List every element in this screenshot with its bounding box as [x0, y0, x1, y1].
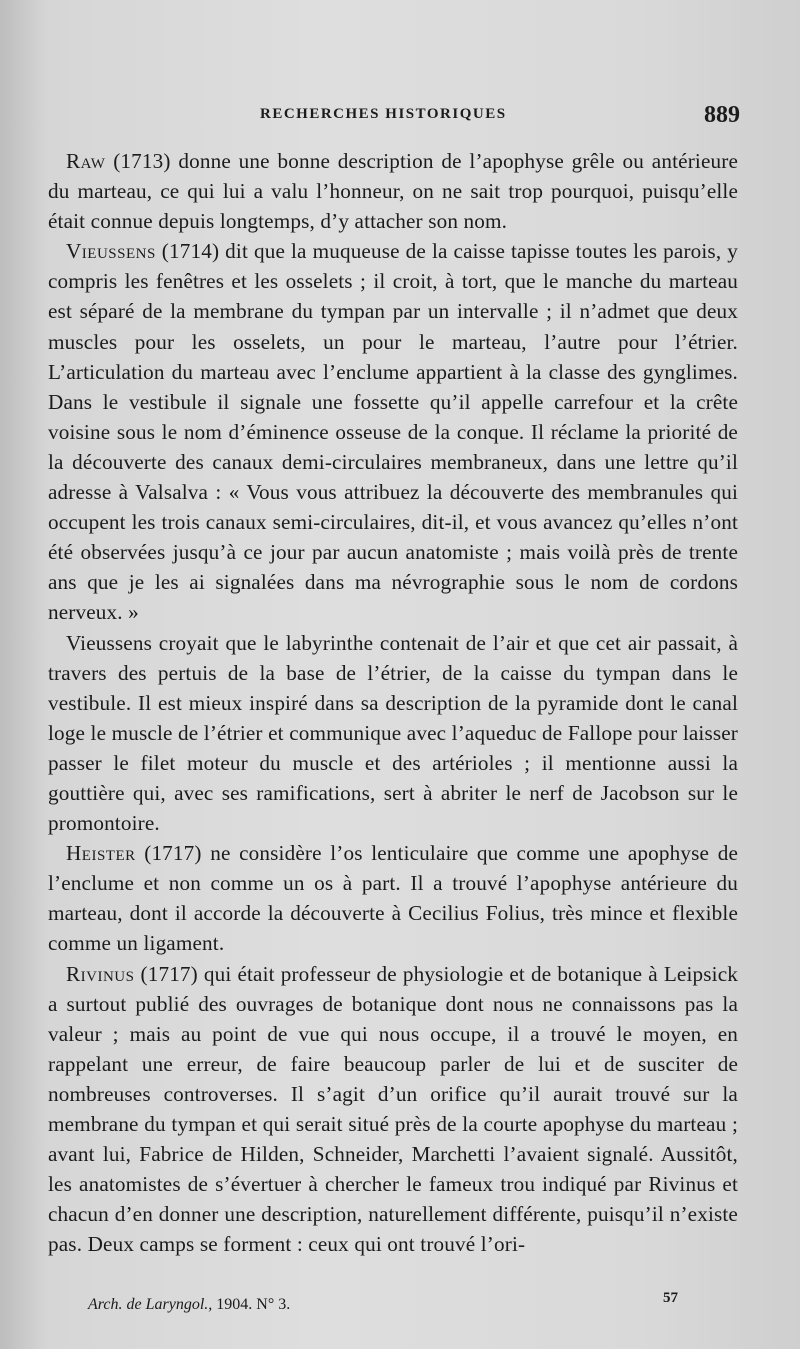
signature-mark: 57	[663, 1290, 678, 1306]
journal-citation	[88, 1296, 290, 1314]
author-name: Rivinus	[66, 961, 135, 986]
paragraph-vieussens	[48, 236, 738, 627]
running-title: RECHERCHES HISTORIQUES	[260, 106, 507, 122]
paragraph-raw	[48, 146, 738, 236]
page-number: 889	[704, 102, 740, 128]
paragraph-text: (1713) donne une bonne description de l’apophyse grêle ou antérieure du marteau, ce qui lui a valu l’honneur, on ne sait trop pourquoi, puisqu’elle était connue depuis longtemps, d’y attacher son nom.	[48, 149, 738, 234]
author-name: Heister	[66, 841, 136, 866]
paragraph-text: (1717) ne considère l’os lenticulaire que comme une apophyse de l’enclume et non comme un os à part. Il a trouvé l’apophyse antérieure du marteau, dont il accorde la découverte à Cecilius Folius, très mince et flexible comme un ligament.	[48, 841, 738, 956]
journal-issue: 1904. N° 3.	[212, 1296, 291, 1313]
body-text	[48, 146, 738, 1259]
paragraph-rivinus	[48, 959, 738, 1260]
running-head	[60, 104, 740, 134]
author-name: Raw	[66, 149, 106, 173]
journal-name: Arch. de Laryngol.,	[88, 1296, 213, 1313]
paragraph-vieussens-continued	[48, 628, 738, 839]
author-name: Vieussens	[66, 239, 156, 264]
paragraph-text: (1717) qui était professeur de physiologie et de botanique à Leipsick a surtout publié des ouvrages de botanique dont nous ne connaissons pas la valeur ; mais au point de vue qui nous occupe, il a trouvé le moyen, en rappelant une erreur, de faire beaucoup parler de lui et de susciter de nombreuses controverses. Il s’agit d’un orifice qu’il aurait trouvé sur la membrane du tympan et qui serait situé près de la courte apophyse du marteau ; avant lui, Fabrice de Hilden, Schneider, Marchetti l’avaient signalé. Aussitôt, les anatomistes de s’évertuer à chercher le fameux trou indiqué par Rivinus et chacun d’en donner une description, naturellement différente, puisqu’il n’existe pas. Deux camps se forment : ceux qui ont trouvé l’ori-	[48, 961, 738, 1257]
page-footer	[88, 1290, 688, 1320]
paragraph-heister	[48, 838, 738, 958]
paragraph-text: (1714) dit que la muqueuse de la caisse tapisse toutes les parois, y compris les fenêtres et les osselets ; il croit, à tort, que le manche du marteau est séparé de la membrane du tympan par un intervalle ; il n’admet que deux muscles pour les osselets, un pour le marteau, l’autre pour l’étrier. L’articulation du marteau avec l’enclume appartient à la classe des gynglimes. Dans le vestibule il signale une fossette qu’il appelle carrefour et la crête voisine sous le nom d’éminence osseuse de la conque. Il réclame la priorité de la découverte des canaux demi-circulaires membraneux, dans une lettre qu’il adresse à Valsalva : « Vous vous attribuez la découverte des membranules qui occupent les trois canaux semi-circulaires, dit-il, et vous avancez qu’elles n’ont été observées jusqu’à ce jour par aucun anatomiste ; mais voilà près de trente ans que je les ai signalées dans ma névrographie sous le nom de cordons nerveux. »	[48, 239, 738, 625]
paragraph-text: Vieussens croyait que le labyrinthe contenait de l’air et que cet air passait, à travers des pertuis de la base de l’étrier, de la caisse du tympan dans le vestibule. Il est mieux inspiré dans sa description de la pyramide dont le canal loge le muscle de l’étrier et communique avec l’aqueduc de Fallope pour laisser passer le filet moteur du muscle et des artérioles ; il mentionne aussi la gouttière qui, avec ses ramifications, sert à abriter le nerf de Jacobson sur le promontoire.	[48, 630, 738, 836]
